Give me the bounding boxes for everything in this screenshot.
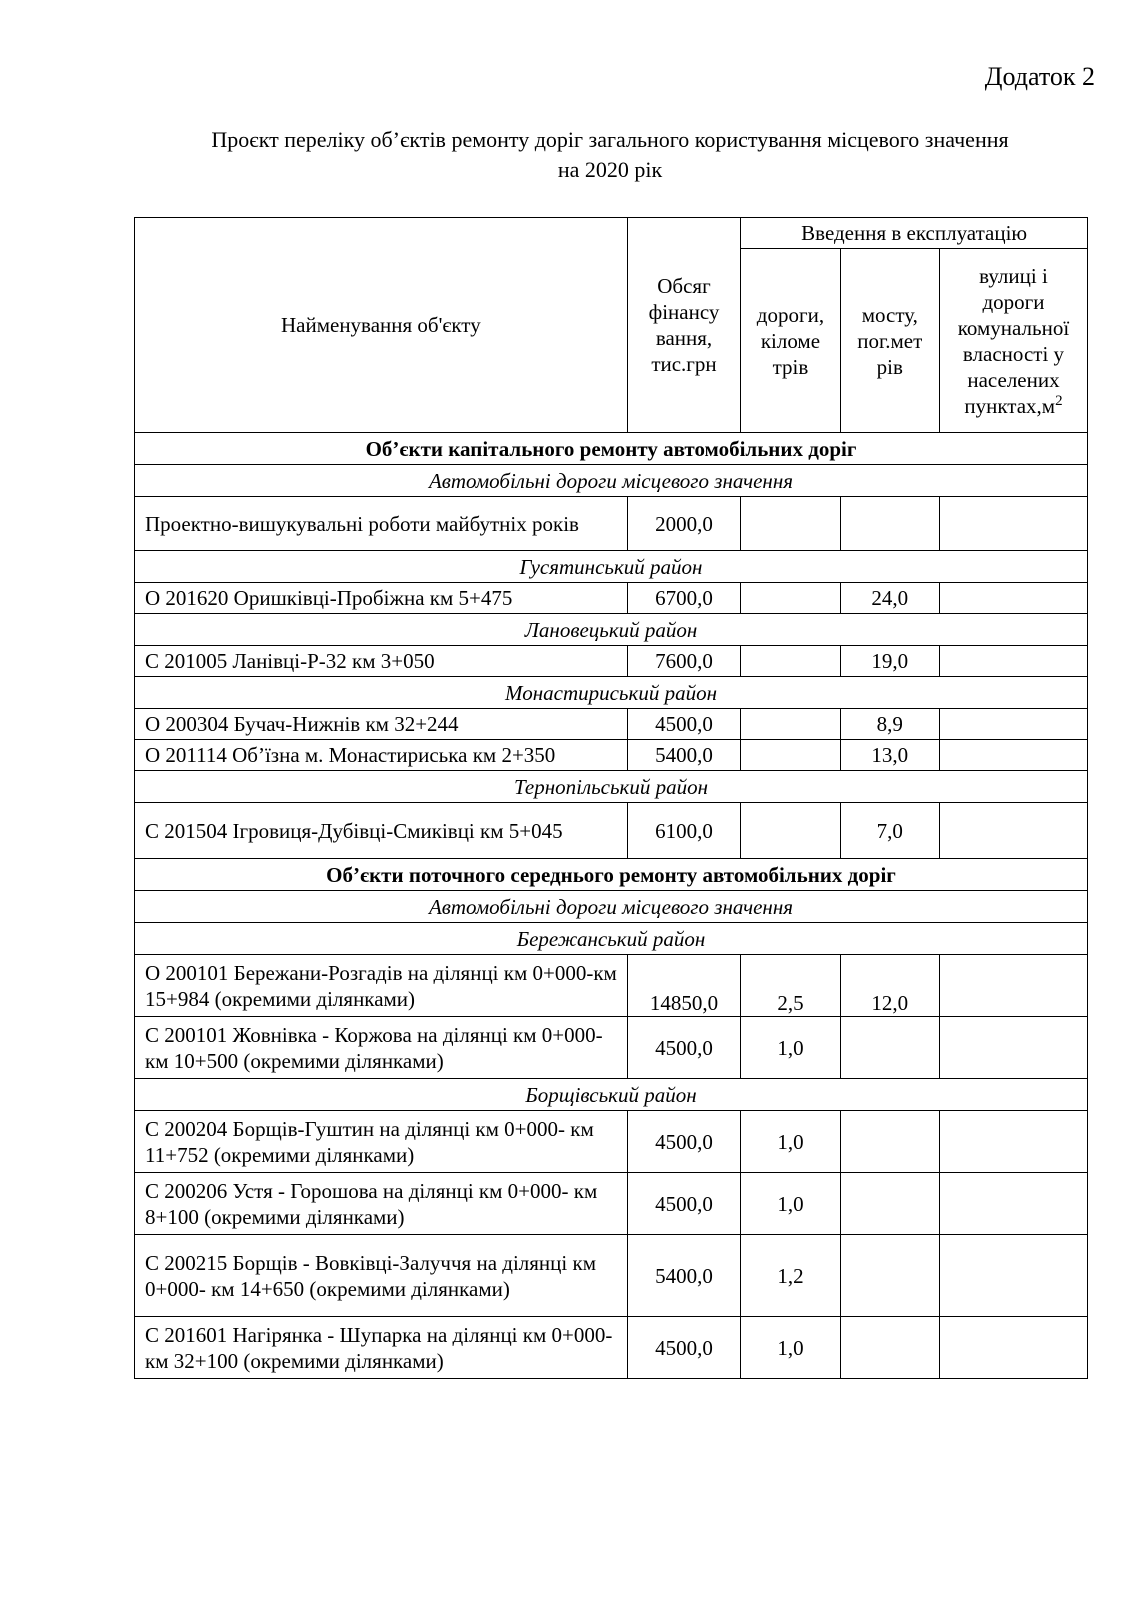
table-row-bridges: 19,0 (840, 646, 939, 677)
table-row-roads (741, 583, 840, 614)
table-row-roads (741, 740, 840, 771)
table-row-name: Проектно-вишукувальні роботи майбутніх років (135, 497, 628, 551)
table-row-financing: 2000,0 (627, 497, 741, 551)
table-row-roads: 1,0 (741, 1017, 840, 1079)
table-row-bridges: 7,0 (840, 803, 939, 859)
header-commissioning: Введення в експлуатацію (741, 218, 1088, 249)
table-row-name: О 200304 Бучач-Нижнів км 32+244 (135, 709, 628, 740)
table-row-bridges (840, 1017, 939, 1079)
table-row-streets (939, 1111, 1087, 1173)
table-row-name: С 201601 Нагірянка - Шупарка на ділянці км 0+000- км 32+100 (окремими ділянками) (135, 1317, 628, 1379)
table-row-streets (939, 497, 1087, 551)
table-row-financing: 6700,0 (627, 583, 741, 614)
table-row-financing: 4500,0 (627, 1111, 741, 1173)
table-row-streets (939, 1173, 1087, 1235)
header-streets-sup: 2 (1055, 392, 1063, 409)
table-row-streets (939, 1317, 1087, 1379)
table-row-bridges (840, 1317, 939, 1379)
document-title (130, 125, 1090, 185)
district-heading: Бережанський район (135, 923, 1088, 955)
table-row-name: С 200204 Борщів-Гуштин на ділянці км 0+000- км 11+752 (окремими ділянками) (135, 1111, 628, 1173)
table-row-bridges: 24,0 (840, 583, 939, 614)
table-row-name: С 200206 Устя - Горошова на ділянці км 0+000- км 8+100 (окремими ділянками) (135, 1173, 628, 1235)
table-row-financing: 7600,0 (627, 646, 741, 677)
table-row-streets (939, 955, 1087, 1017)
district-heading: Гусятинський район (135, 551, 1088, 583)
table-row-roads: 1,0 (741, 1111, 840, 1173)
table-row-streets (939, 1235, 1087, 1317)
table-row-roads: 1,2 (741, 1235, 840, 1317)
table-row-streets (939, 709, 1087, 740)
table-row-name: О 201114 Об’їзна м. Монастириська км 2+350 (135, 740, 628, 771)
table-row-financing: 4500,0 (627, 1317, 741, 1379)
district-heading: Монастириський район (135, 677, 1088, 709)
table-row-bridges (840, 1173, 939, 1235)
table-row-bridges: 12,0 (840, 955, 939, 1017)
table-row-financing: 14850,0 (627, 955, 741, 1017)
table-row-name: С 201005 Ланівці-Р-32 км 3+050 (135, 646, 628, 677)
table-row-name: С 201504 Ігровиця-Дубівці-Смиківці км 5+045 (135, 803, 628, 859)
table-row-name: С 200215 Борщів - Вовківці-Залуччя на ділянці км 0+000- км 14+650 (окремими ділянками) (135, 1235, 628, 1317)
table-row-financing: 4500,0 (627, 709, 741, 740)
table-row-financing: 6100,0 (627, 803, 741, 859)
subsection-heading: Автомобільні дороги місцевого значення (135, 465, 1088, 497)
table-row-name: О 201620 Оришківці-Пробіжна км 5+475 (135, 583, 628, 614)
title-line-1: Проєкт переліку об’єктів ремонту доріг загального користування місцевого значення (211, 127, 1009, 152)
table-row-financing: 5400,0 (627, 1235, 741, 1317)
district-heading: Тернопільський район (135, 771, 1088, 803)
table-row-name: О 200101 Бережани-Розгадів на ділянці км 0+000-км 15+984 (окремими ділянками) (135, 955, 628, 1017)
table-row-streets (939, 803, 1087, 859)
table-row-streets (939, 646, 1087, 677)
table-row-bridges (840, 497, 939, 551)
district-heading: Лановецький район (135, 614, 1088, 646)
section-heading: Об’єкти капітального ремонту автомобільних доріг (135, 433, 1088, 465)
header-bridges: мосту, пог.мет рів (840, 249, 939, 433)
header-name: Найменування об'єкту (135, 218, 628, 433)
table-row-roads (741, 709, 840, 740)
section-heading: Об’єкти поточного середнього ремонту автомобільних доріг (135, 859, 1088, 891)
table-row-roads (741, 497, 840, 551)
table-row-bridges (840, 1235, 939, 1317)
table-row-financing: 5400,0 (627, 740, 741, 771)
header-streets-text: вулиці і дороги комунальної власності у населених пунктах,м (957, 263, 1070, 418)
header-roads: дороги, кіломе трів (741, 249, 840, 433)
table-row-bridges: 8,9 (840, 709, 939, 740)
annex-label: Додаток 2 (984, 62, 1095, 91)
table-row-roads (741, 803, 840, 859)
table-row-bridges: 13,0 (840, 740, 939, 771)
subsection-heading: Автомобільні дороги місцевого значення (135, 891, 1088, 923)
road-repair-table (134, 217, 1088, 1379)
table-row-roads: 1,0 (741, 1317, 840, 1379)
table-row-streets (939, 740, 1087, 771)
title-line-2: на 2020 рік (557, 157, 663, 182)
table-row-roads: 2,5 (741, 955, 840, 1017)
table-row-streets (939, 1017, 1087, 1079)
table-row-bridges (840, 1111, 939, 1173)
table-row-streets (939, 583, 1087, 614)
header-financing: Обсяг фінансу вання, тис.грн (627, 218, 741, 433)
table-row-name: С 200101 Жовнівка - Коржова на ділянці км 0+000- км 10+500 (окремими ділянками) (135, 1017, 628, 1079)
table-row-roads (741, 646, 840, 677)
table-row-financing: 4500,0 (627, 1173, 741, 1235)
district-heading: Борщівський район (135, 1079, 1088, 1111)
header-streets (939, 249, 1087, 433)
table-row-roads: 1,0 (741, 1173, 840, 1235)
table-row-financing: 4500,0 (627, 1017, 741, 1079)
